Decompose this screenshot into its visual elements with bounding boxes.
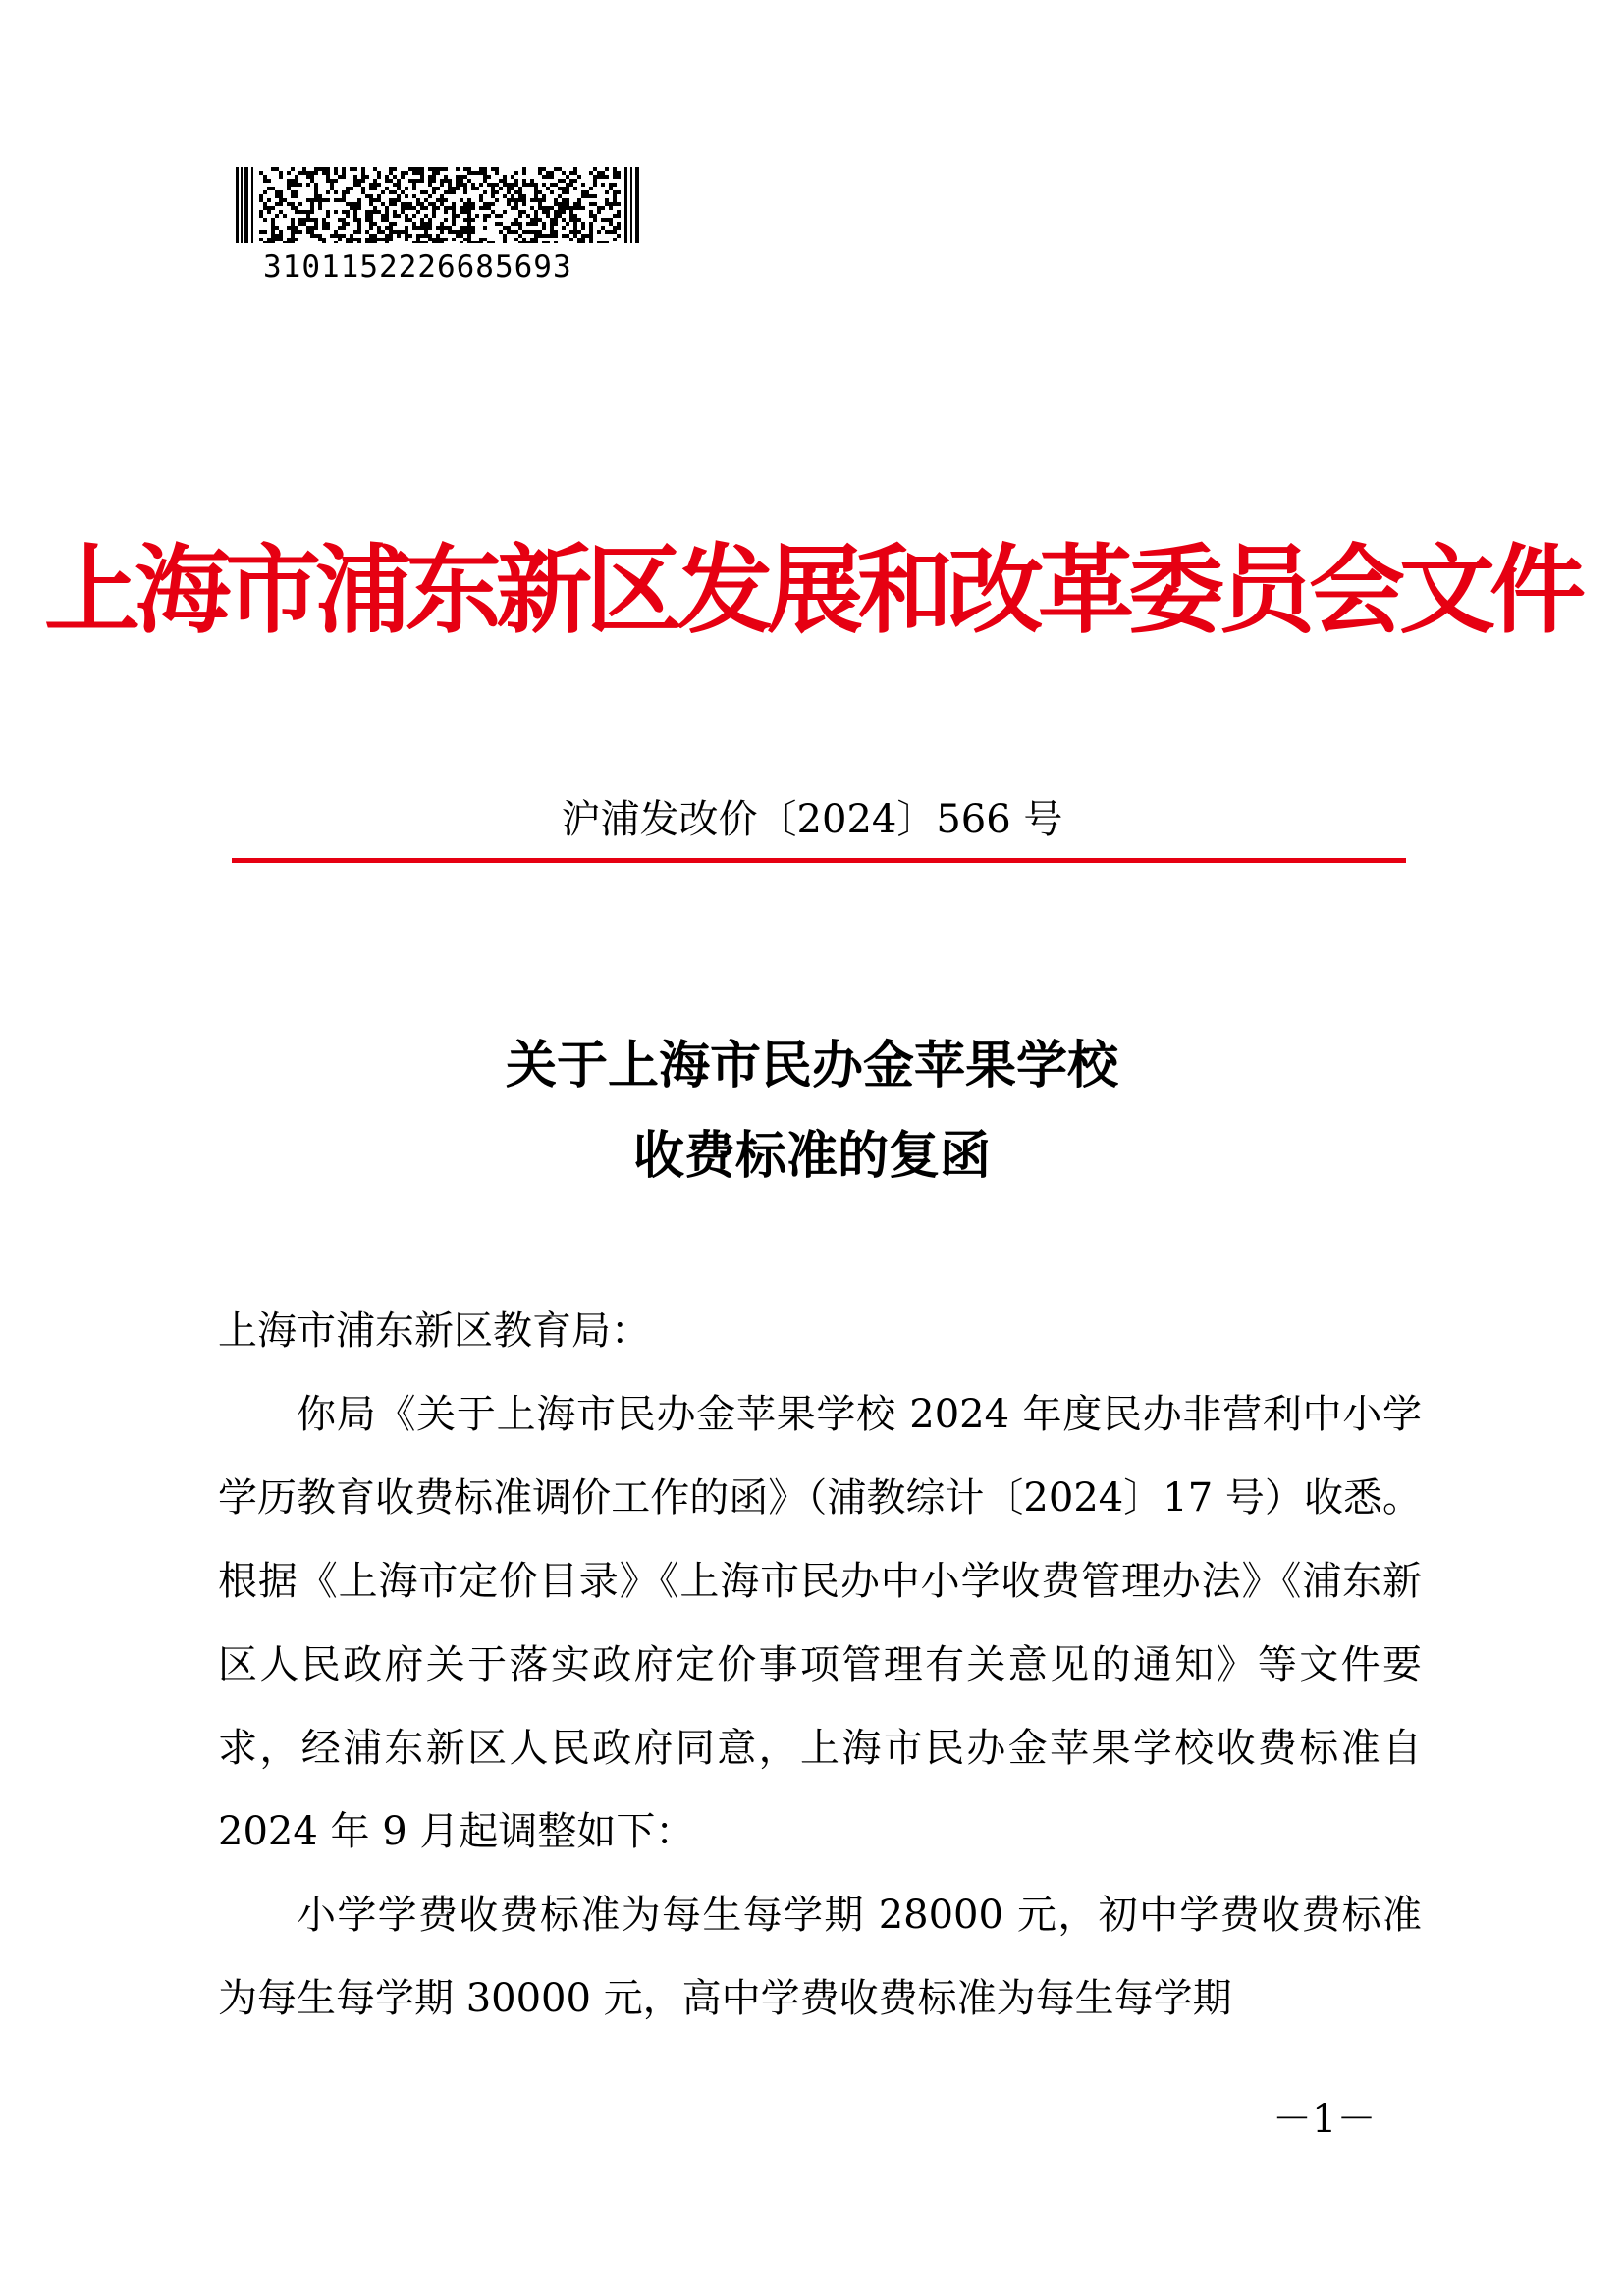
body-paragraph-2: 小学学费收费标准为每生每学期 28000 元，初中学费收费标准为每生每学期 30000 元，高中学费收费标准为每生每学期 [218,1893,1422,2021]
document-body [218,1290,1422,2041]
salutation: 上海市浦东新区教育局： [218,1308,650,1354]
document-number: 沪浦发改价〔2024〕566 号 [561,797,1063,842]
title-line-1: 关于上海市民办金苹果学校 [505,1036,1118,1095]
page-number: －1－ [1272,2097,1377,2142]
red-divider-line [232,858,1406,863]
issuer-title: 上海市浦东新区发展和改革委员会文件 [43,534,1580,647]
barcode-number: 3101152226685693 [263,249,572,285]
barcode-image [236,167,648,243]
title-line-2: 收费标准的复函 [632,1126,991,1186]
barcode-block [236,167,648,285]
body-paragraph-1: 你局《关于上海市民办金苹果学校 2024 年度民办非营利中小学学历教育收费标准调价工作的函》（浦教综计〔2024〕17 号）收悉。根据《上海市定价目录》《上海市民办中小学收费管理办法》《浦东新区人民政府关于落实政府定价事项管理有关意见的通知》等文件要求，经浦东新区人民政府同意，上海市民办金苹果学校收费标准自 2024 年 9 月起调整如下： [218,1392,1422,1854]
document-title [0,1021,1624,1201]
